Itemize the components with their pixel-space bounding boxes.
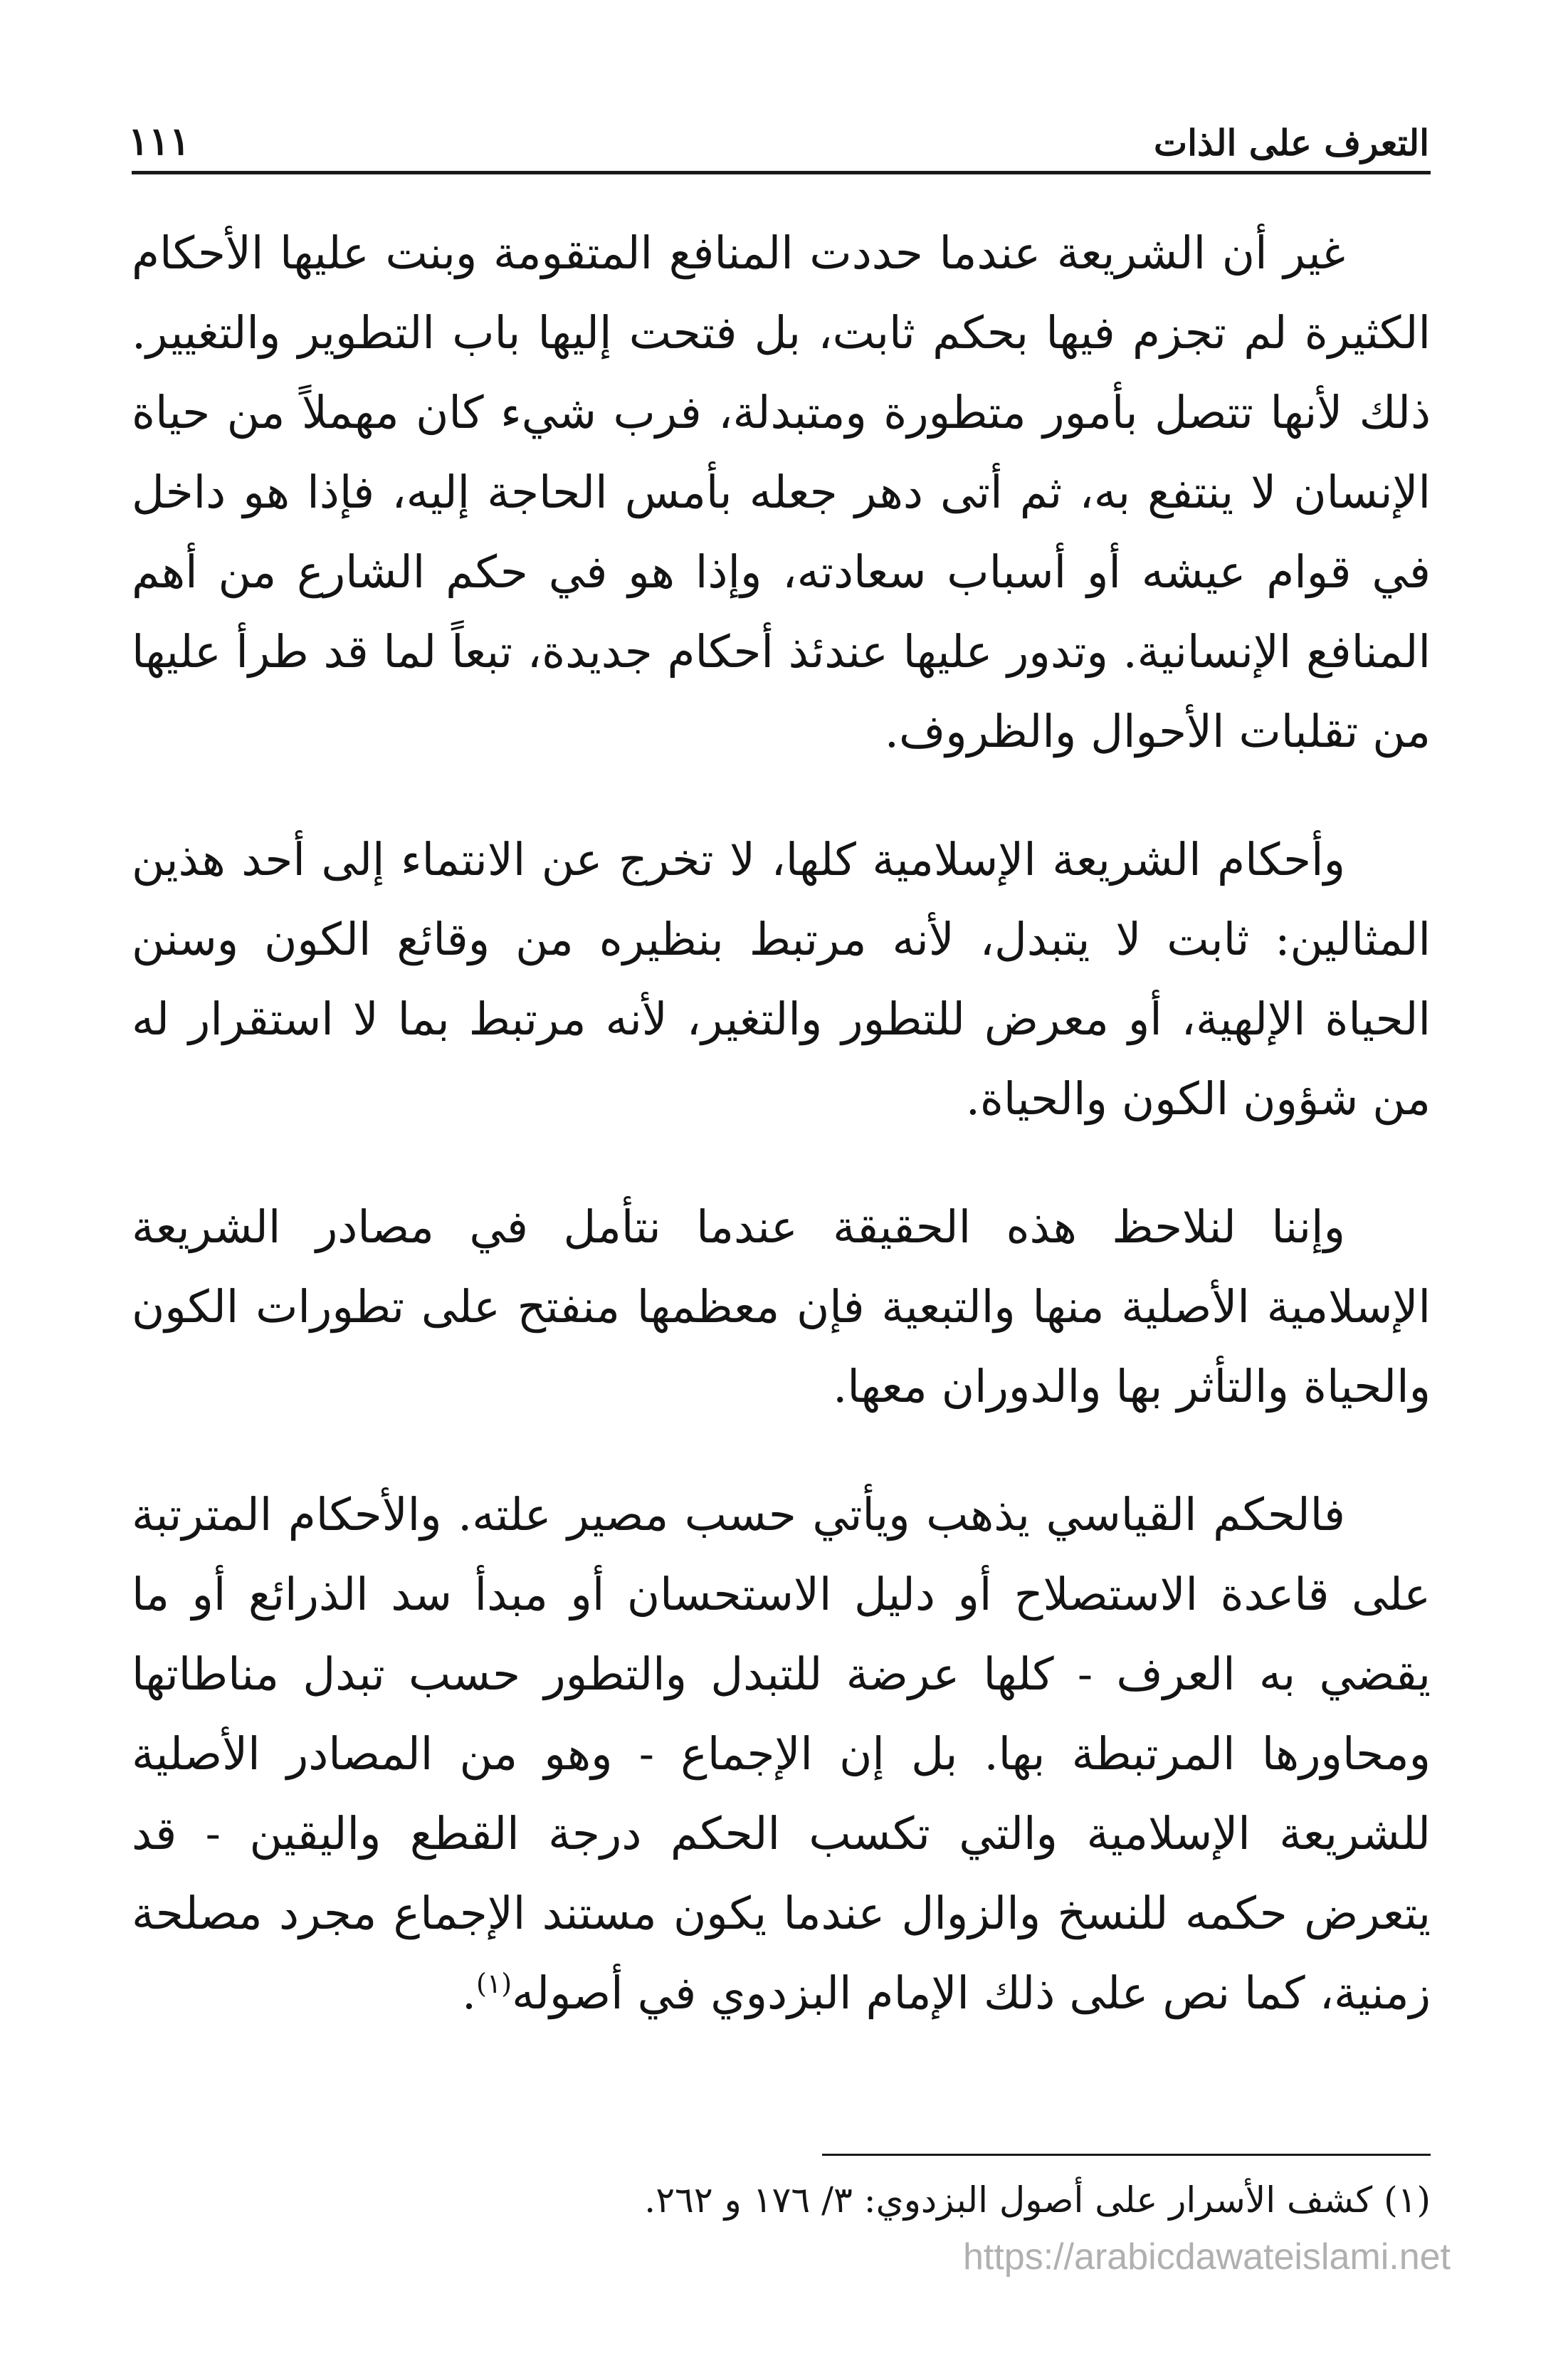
footnote-divider — [822, 2154, 1431, 2156]
footnote: (١) كشف الأسرار على أصول البزدوي: ٣/ ١٧٦ و ٢٦٢. — [644, 2179, 1431, 2221]
paragraph-2: وأحكام الشريعة الإسلامية كلها، لا تخرج عن الانتماء إلى أحد هذين المثالين: ثابت لا يتبدل، لأنه مرتبط بنظيره من وقائع الكون وسنن الحياة الإلهية، أو معرض للتطور والتغير، لأنه مرتبط بما لا استقرار له من شؤون الكون والحياة. — [132, 834, 1431, 1125]
main-text — [132, 214, 1431, 2033]
page-number: ١١١ — [128, 118, 191, 164]
footnote-marker[interactable]: (١) — [476, 1968, 512, 1999]
paragraph-4-text: فالحكم القياسي يذهب ويأتي حسب مصير علته. والأحكام المترتبة على قاعدة الاستصلاح أو دليل الاستحسان أو مبدأ سد الذرائع أو ما يقضي به العرف - كلها عرضة للتبدل والتطور حسب تبدل مناطاتها ومحاورها المرتبطة بها. بل إن الإجماع - وهو من المصادر الأصلية للشريعة الإسلامية والتي تكسب الحكم درجة القطع واليقين - قد يتعرض حكمه للنسخ والزوال عندما يكون مستند الإجماع مجرد مصلحة زمنية، كما نص على ذلك الإمام البزدوي في أصوله — [132, 1489, 1431, 2019]
paragraph-3: وإننا لنلاحظ هذه الحقيقة عندما نتأمل في مصادر الشريعة الإسلامية الأصلية منها والتبعية فإن معظمها منفتح على تطورات الكون والحياة والتأثر بها والدوران معها. — [132, 1201, 1431, 1413]
paragraph-4-end: . — [461, 1967, 476, 2019]
paragraph-1: غير أن الشريعة عندما حددت المنافع المتقومة وبنت عليها الأحكام الكثيرة لم تجزم فيها بحكم ثابت، بل فتحت إليها باب التطوير والتغيير. ذلك لأنها تتصل بأمور متطورة ومتبدلة، فرب شيء كان مهملاً من حياة الإنسان لا ينتفع به، ثم أتى دهر جعله بأمس الحاجة إليه، فإذا هو داخل في قوام عيشه أو أسباب سعادته، وإذا هو في حكم الشارع من أهم المنافع الإنسانية. وتدور عليها عندئذ أحكام جديدة، تبعاً لما قد طرأ عليها من تقلبات الأحوال والظروف. — [132, 227, 1431, 758]
watermark-url: https://arabicdawateislami.net — [962, 2236, 1451, 2278]
paragraph-4 — [132, 1475, 1431, 2033]
running-title: التعرف على الذات — [1154, 122, 1429, 164]
running-header — [128, 107, 1429, 164]
header-divider — [132, 171, 1431, 174]
